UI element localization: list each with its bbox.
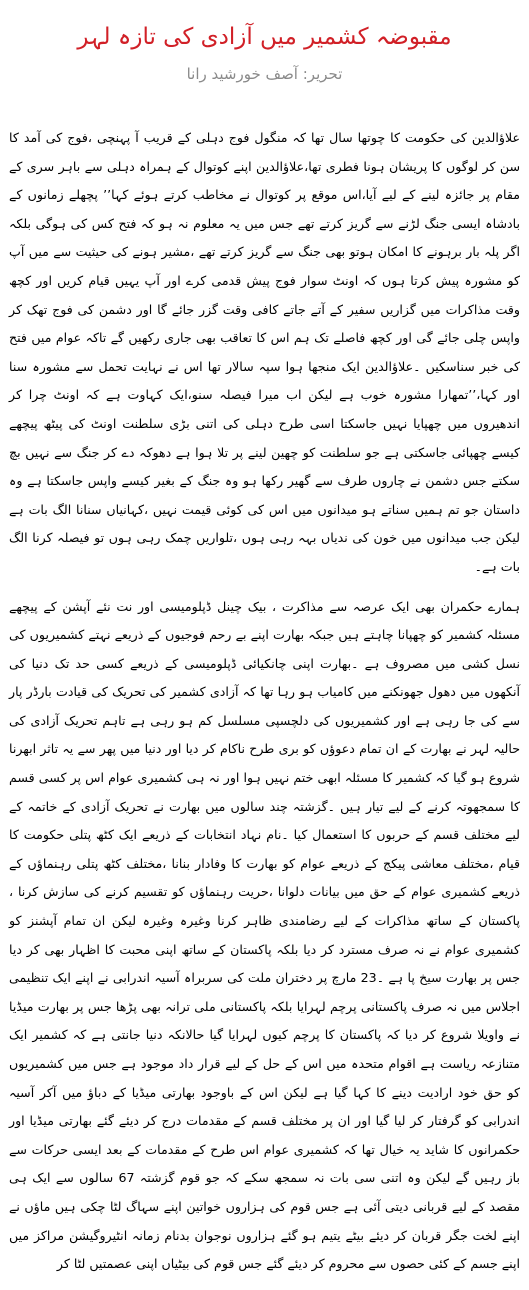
article-byline: تحریر: آصف خورشید رانا: [186, 65, 343, 83]
article-body: [9, 124, 520, 1290]
article-paragraph: علاؤالدین کی حکومت کا چوتھا سال تھا کہ منگول فوج دہلی کے قریب آ پہنچی ،فوج کی آمد کا سن کر لوگوں کا پریشان ہونا فطری تھا،علاؤالدین اپنے کوتوال کے ہمراہ دہلی سے باہر سری کے مقام پر جائزہ لینے کے لیے آیا،اس موقع پر کوتوال نے مخاطب کرتے ہوئے کہا’’ پچھلے زمانوں کے بادشاہ ایسی جنگ لڑنے سے گریز کرتے تھے جس میں یہ معلوم نہ ہو کہ فتح کس کی ہوگی بلکہ اگر پلہ بار برہونے کا امکان ہوتو بھی جنگ سے گریز کرتے تھے ،مشیر ہونے کی حیثیت سے میں آپ کو مشورہ پیش کرتا ہوں کہ اونٹ سوار فوج پیش قدمی کرے اور آپ یہیں قیام کریں اور کچھ وقت مذاکرات میں گزاریں سفیر کے آتے جاتے کافی وقت گزر جائے گا اور دشمن کی فوج تھک کر واپس چلی جائے گی اور کچھ فاصلے تک ہم اس کا تعاقب بھی جاری رکھیں گے تاکہ عوام میں فتح کی خبر سناسکیں ۔علاؤالدین ایک منجھا ہوا سپہ سالار تھا اس نے نہایت تحمل سے مشورہ سنا اور کہا،’’تمھارا مشورہ خوب ہے لیکن اب میرا فیصلہ سنو،ایک کہاوت ہے کہ اونٹ چرا کر اندھیروں میں چھپایا نہیں جاسکتا اسی طرح دہلی کی اتنی بڑی سلطنت اونٹ کی پیٹھ پیچھے کیسے چھپائی جاسکتی ہے جو سلطنت کو چھین لینے پر تلا ہوا ہے دھوکہ دے کر جنگ سے نہیں بچ سکتے جس دشمن نے چاروں طرف سے گھیر رکھا ہو وہ جنگ کے بغیر کیسے واپس جاسکتا ہے وہ داستان جو تم ہمیں سناتے ہو میدانوں میں اس کی کوئی قیمت نہیں ،کہانیاں سنانا الگ بات ہے لیکن جب میدانوں میں خون کی ندیاں بہہ رہی ہوں ،تلواریں چمک رہی ہوں تو فیصلہ کرنا الگ بات ہے۔: [9, 130, 520, 574]
article-title: مقبوضہ کشمیر میں آزادی کی تازہ لہر: [77, 24, 452, 50]
article-paragraph: ہمارے حکمران بھی ایک عرصہ سے مذاکرت ، بیک چینل ڈپلومیسی اور نت نئے آپشن کے پیچھے مسئلہ کشمیر کو چھپانا چاہتے ہیں جبکہ بھارت اپنے بے رحم فوجیوں کے ذریعے نہتے کشمیریوں کی نسل کشی میں مصروف ہے ۔بھارت اپنی چانکیائی ڈپلومیسی کے ذریعے کسی حد تک دنیا کی آنکھوں میں دھول جھونکنے میں کامیاب ہو رہا تھا کہ آزادی کشمیر کی تحریک کی قیادت بارڈر پار سے کی جا رہی ہے اور کشمیریوں کی دلچسپی مسلسل کم ہو رہی ہے تاہم تحریک آزادی کی حالیہ لہر نے بھارت کے ان تمام دعوؤں کو بری طرح ناکام کر دیا اور دنیا میں پھر سے یہ تاثر ابھرنا شروع ہو گیا کہ کشمیر کا مسئلہ ابھی ختم نہیں ہوا اور نہ ہی کشمیری عوام اس پر کسی قسم کا سمجھوتہ کرنے کے لیے تیار ہیں ۔گزشتہ چند سالوں میں بھارت نے تحریک آزادی کے خاتمہ کے لیے مختلف قسم کے حربوں کا استعمال کیا ۔نام نہاد انتخابات کے ذریعے ایک کٹھ پتلی حکومت کا قیام ،مختلف معاشی پیکج کے ذریعے عوام کو بھارت کا وفادار بنانا ،مختلف کٹھ پتلی رہنماؤں کے ذریعے کشمیری عوام کے حق میں بیانات دلوانا ،حریت رہنماؤں کو تقسیم کرنے کی سازش کرنا ، پاکستان کے ساتھ مذاکرات کے لیے رضامندی ظاہر کرنا وغیرہ وغیرہ لیکن ان تمام آپشنز کو کشمیری عوام نے نہ صرف مسترد کر دیا بلکہ پاکستان کے ساتھ اپنی محبت کا اظہار بھی کر دیا جس پر بھارت سیخ پا ہے ۔23 مارچ پر دختران ملت کی سربراہ آسیہ اندرابی نے اپنے ایک تنظیمی اجلاس میں نہ صرف پاکستانی پرچم لہرایا بلکہ پاکستانی ملی ترانہ بھی پڑھا جس پر بھارت میڈیا نے واویلا شروع کر دیا کہ پاکستان کا پرچم کیوں لہرایا گیا حالانکہ دنیا جانتی ہے کہ کشمیر ایک متنازعہ ریاست ہے اقوام متحدہ میں اس کے حل کے لیے قرار داد موجود ہے جس میں کشمیریوں کو حق خود ارادیت دینے کا کہا گیا ہے لیکن اس کے باوجود بھارتی میڈیا کے دباؤ میں آکر آسیہ اندرابی کو گرفتار کر لیا گیا اور ان پر مختلف قسم کے مقدمات درج کر دیئے گئے بھارتی میڈیا اور حکمرانوں کا شاید یہ خیال تھا کہ کشمیری عوام اس طرح کے مقدمات کے بعد ایسی حرکات سے باز رہیں گے لیکن وہ اتنی سی بات نہ سمجھ سکے کہ جو قوم گزشتہ 67 سالوں سے ایک ہی مقصد کے لیے قربانی دیتی آئی ہے جس قوم کی ہزاروں خواتین اپنے سہاگ لٹا چکی ہیں ماؤں نے اپنے لخت جگر قربان کر دیئے بیٹے یتیم ہو گئے ہزاروں نوجوان بدنام زمانہ انٹیروگیشن مراکز میں اپنے جسم کے کئی حصوں سے محروم کر دیئے گئے جس قوم کی بیٹیاں اپنی عصمتیں لٹا کر: [9, 598, 520, 1272]
